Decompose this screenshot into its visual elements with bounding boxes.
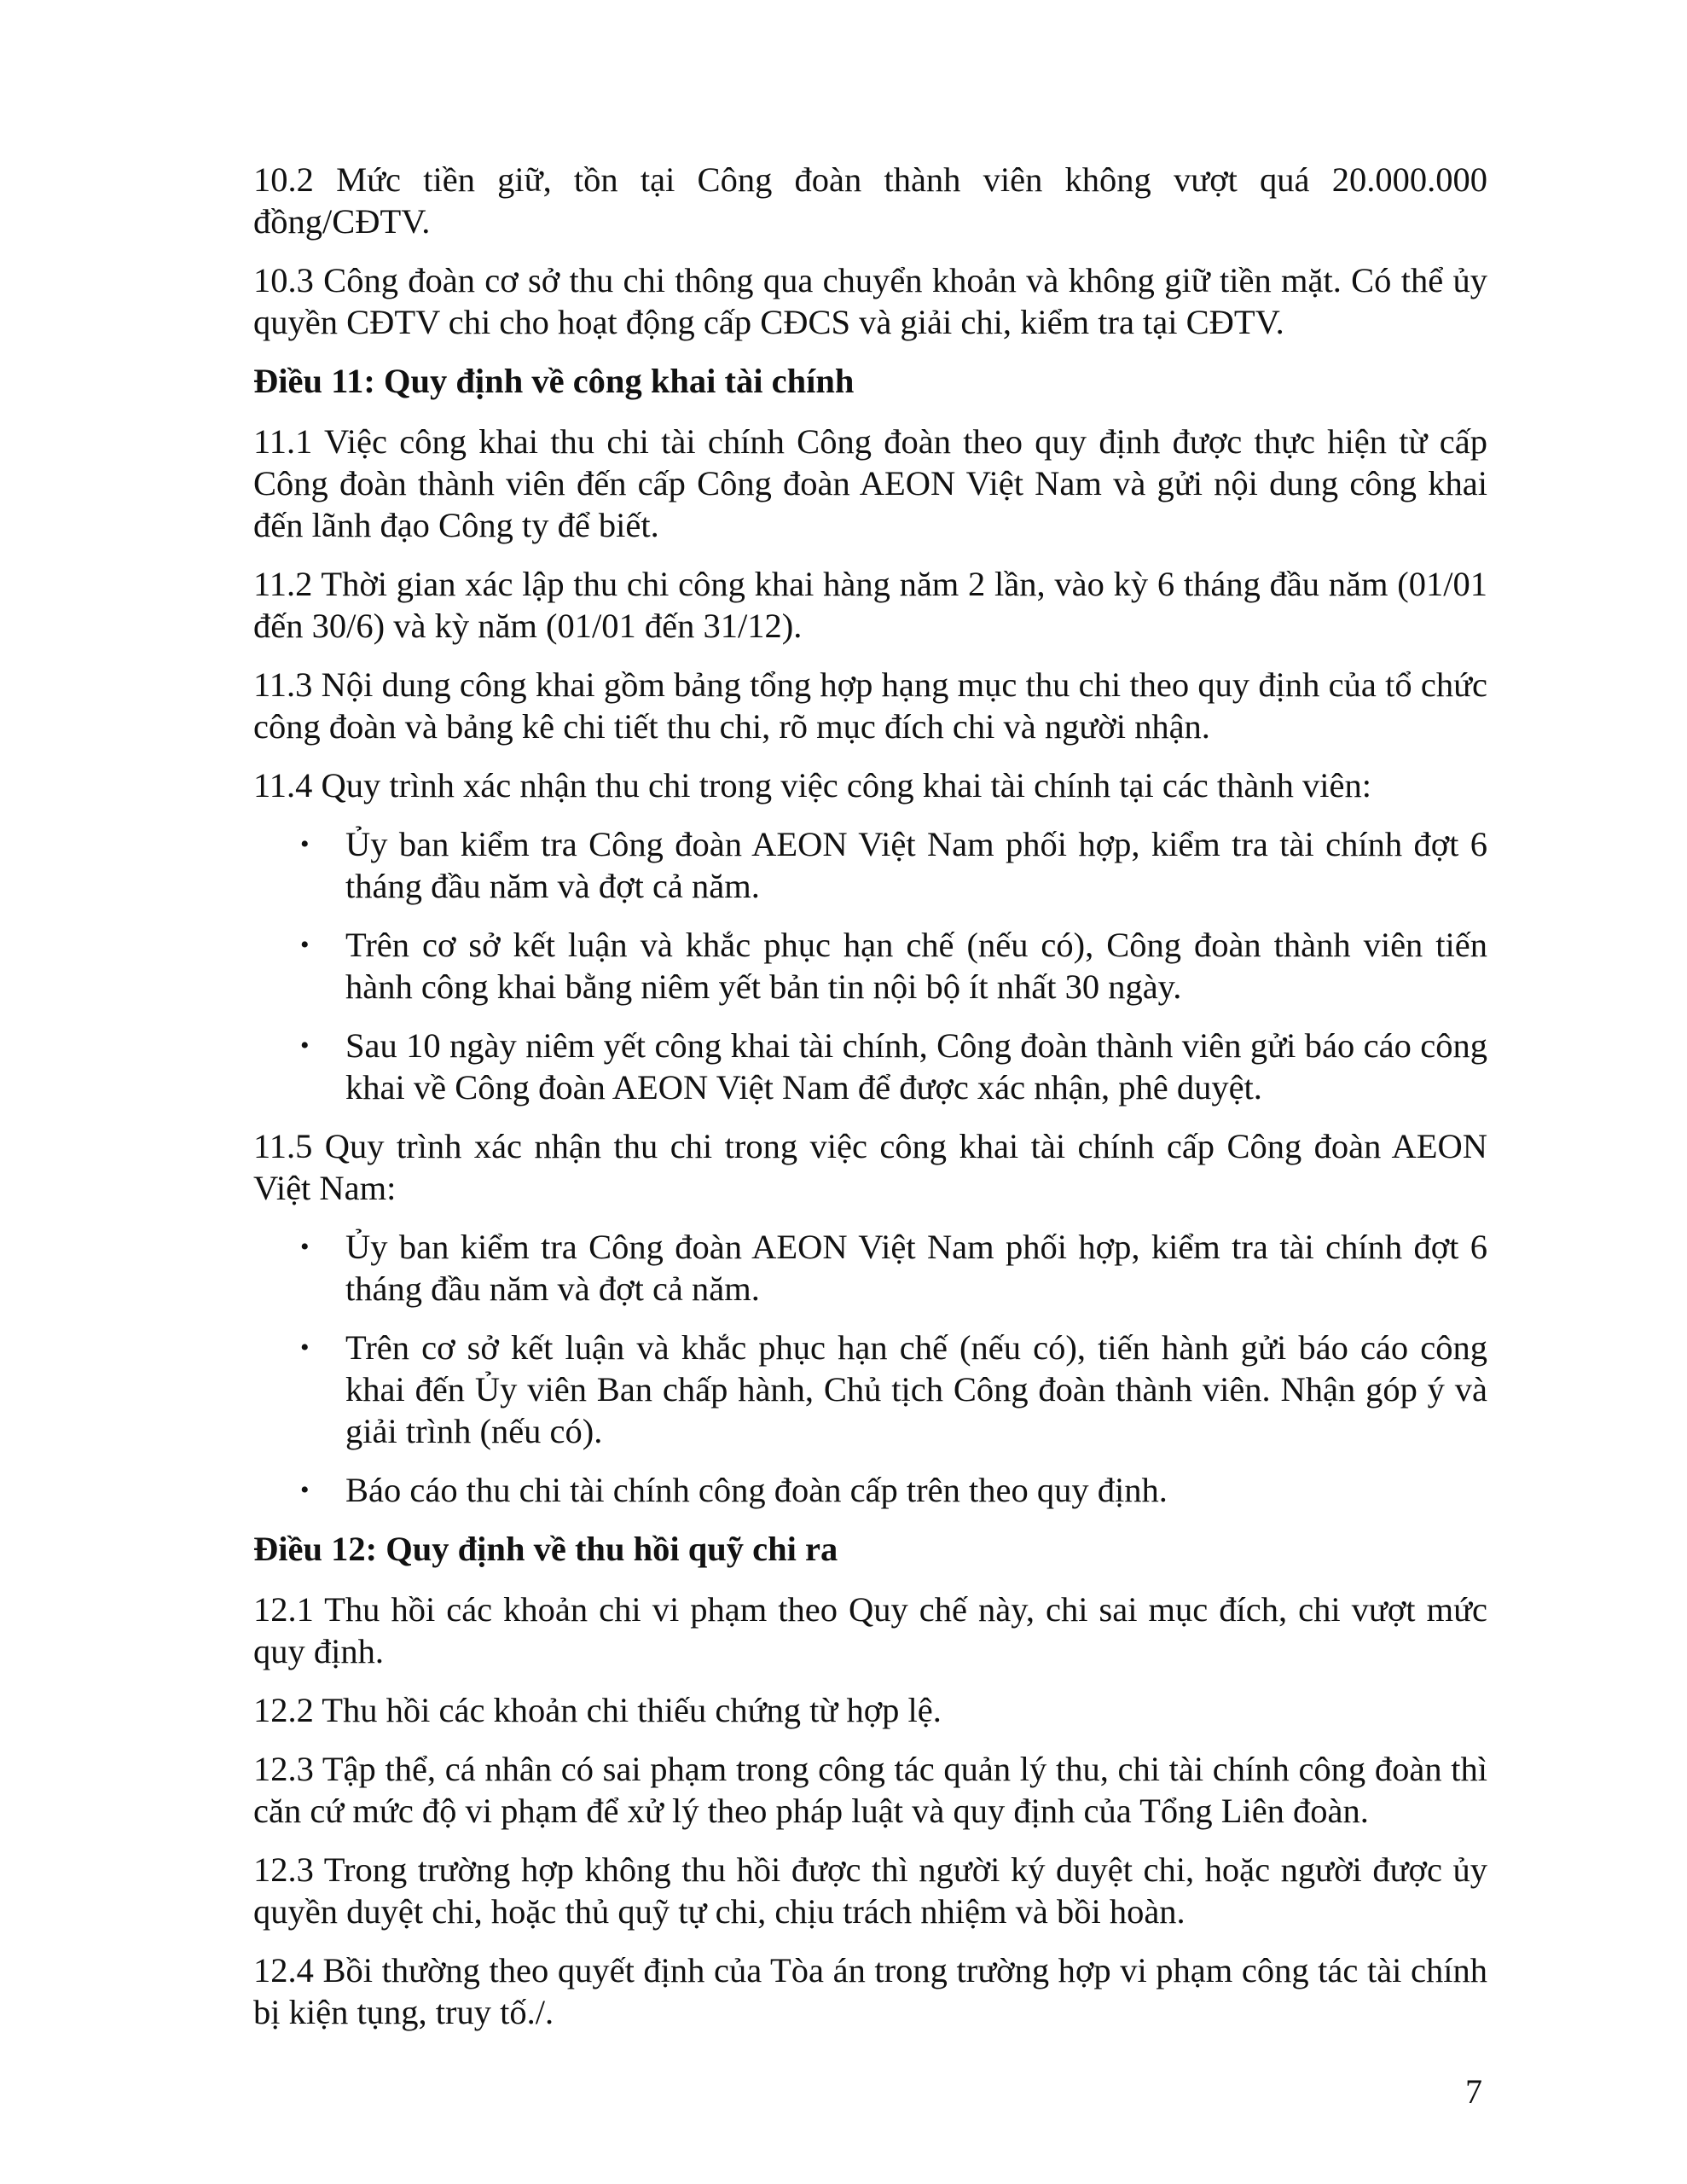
list-item-text: Báo cáo thu chi tài chính công đoàn cấp trên theo quy định.: [345, 1471, 1168, 1509]
paragraph-11-2: 11.2 Thời gian xác lập thu chi công khai hàng năm 2 lần, vào kỳ 6 tháng đầu năm (01/01 đến 30/6) và kỳ năm (01/01 đến 31/12).: [253, 565, 1487, 645]
article-11-heading: Điều 11: Quy định về công khai tài chính: [253, 362, 855, 400]
paragraph-10-2: 10.2 Mức tiền giữ, tồn tại Công đoàn thành viên không vượt quá 20.000.000 đồng/CĐTV.: [253, 160, 1487, 241]
paragraph-11-5: 11.5 Quy trình xác nhận thu chi trong việc công khai tài chính cấp Công đoàn AEON Việt Nam:: [253, 1127, 1487, 1207]
paragraph-12-3a: 12.3 Tập thể, cá nhân có sai phạm trong công tác quản lý thu, chi tài chính công đoàn thì căn cứ mức độ vi phạm để xử lý theo pháp luật và quy định của Tổng Liên đoàn.: [253, 1750, 1487, 1830]
paragraph-10-3: 10.3 Công đoàn cơ sở thu chi thông qua chuyển khoản và không giữ tiền mặt. Có thể ủy quyền CĐTV chi cho hoạt động cấp CĐCS và giải chi, kiểm tra tại CĐTV.: [253, 261, 1487, 341]
paragraph-12-1: 12.1 Thu hồi các khoản chi vi phạm theo Quy chế này, chi sai mục đích, chi vượt mức quy định.: [253, 1590, 1487, 1670]
list-item: [253, 1469, 1487, 1511]
paragraph-11-3: 11.3 Nội dung công khai gồm bảng tổng hợp hạng mục thu chi theo quy định của tổ chức công đoàn và bảng kê chi tiết thu chi, rõ mục đích chi và người nhận.: [253, 665, 1487, 746]
list-item-text: Trên cơ sở kết luận và khắc phục hạn chế (nếu có), tiến hành gửi báo cáo công khai đến Ủy viên Ban chấp hành, Chủ tịch Công đoàn thành viên. Nhận góp ý và giải trình (nếu có).: [345, 1328, 1487, 1450]
bullet-icon: •: [300, 1476, 310, 1504]
list-item: [253, 823, 1487, 907]
bullet-icon: •: [300, 1333, 310, 1362]
list-item-text: Trên cơ sở kết luận và khắc phục hạn chế (nếu có), Công đoàn thành viên tiến hành công khai bằng niêm yết bản tin nội bộ ít nhất 30 ngày.: [345, 926, 1487, 1006]
paragraph-12-2: 12.2 Thu hồi các khoản chi thiếu chứng từ hợp lệ.: [253, 1691, 942, 1729]
bullet-icon: •: [300, 1233, 310, 1261]
list-item: [253, 1226, 1487, 1310]
page-number: 7: [1465, 2072, 1482, 2111]
document-page: [253, 159, 1487, 2050]
bullet-icon: •: [300, 1031, 310, 1060]
bullet-list-11-5: [253, 1226, 1487, 1511]
paragraph-12-4: 12.4 Bồi thường theo quyết định của Tòa án trong trường hợp vi phạm công tác tài chính bị kiện tụng, truy tố./.: [253, 1951, 1487, 2031]
article-12-heading: Điều 12: Quy định về thu hồi quỹ chi ra: [253, 1530, 838, 1568]
paragraph-11-4: 11.4 Quy trình xác nhận thu chi trong việc công khai tài chính tại các thành viên:: [253, 766, 1371, 804]
bullet-icon: •: [300, 830, 310, 858]
list-item-text: Ủy ban kiểm tra Công đoàn AEON Việt Nam phối hợp, kiểm tra tài chính đợt 6 tháng đầu năm và đợt cả năm.: [345, 825, 1487, 905]
list-item-text: Ủy ban kiểm tra Công đoàn AEON Việt Nam phối hợp, kiểm tra tài chính đợt 6 tháng đầu năm và đợt cả năm.: [345, 1228, 1487, 1308]
bullet-icon: •: [300, 931, 310, 959]
list-item-text: Sau 10 ngày niêm yết công khai tài chính, Công đoàn thành viên gửi báo cáo công khai về Công đoàn AEON Việt Nam để được xác nhận, phê duyệt.: [345, 1026, 1487, 1107]
paragraph-12-3b: 12.3 Trong trường hợp không thu hồi được thì người ký duyệt chi, hoặc người được ủy quyền duyệt chi, hoặc thủ quỹ tự chi, chịu trách nhiệm và bồi hoàn.: [253, 1850, 1487, 1931]
list-item: [253, 1025, 1487, 1108]
bullet-list-11-4: [253, 823, 1487, 1108]
list-item: [253, 1327, 1487, 1452]
list-item: [253, 924, 1487, 1008]
paragraph-11-1: 11.1 Việc công khai thu chi tài chính Công đoàn theo quy định được thực hiện từ cấp Công đoàn thành viên đến cấp Công đoàn AEON Việt Nam và gửi nội dung công khai đến lãnh đạo Công ty để biết.: [253, 422, 1487, 544]
